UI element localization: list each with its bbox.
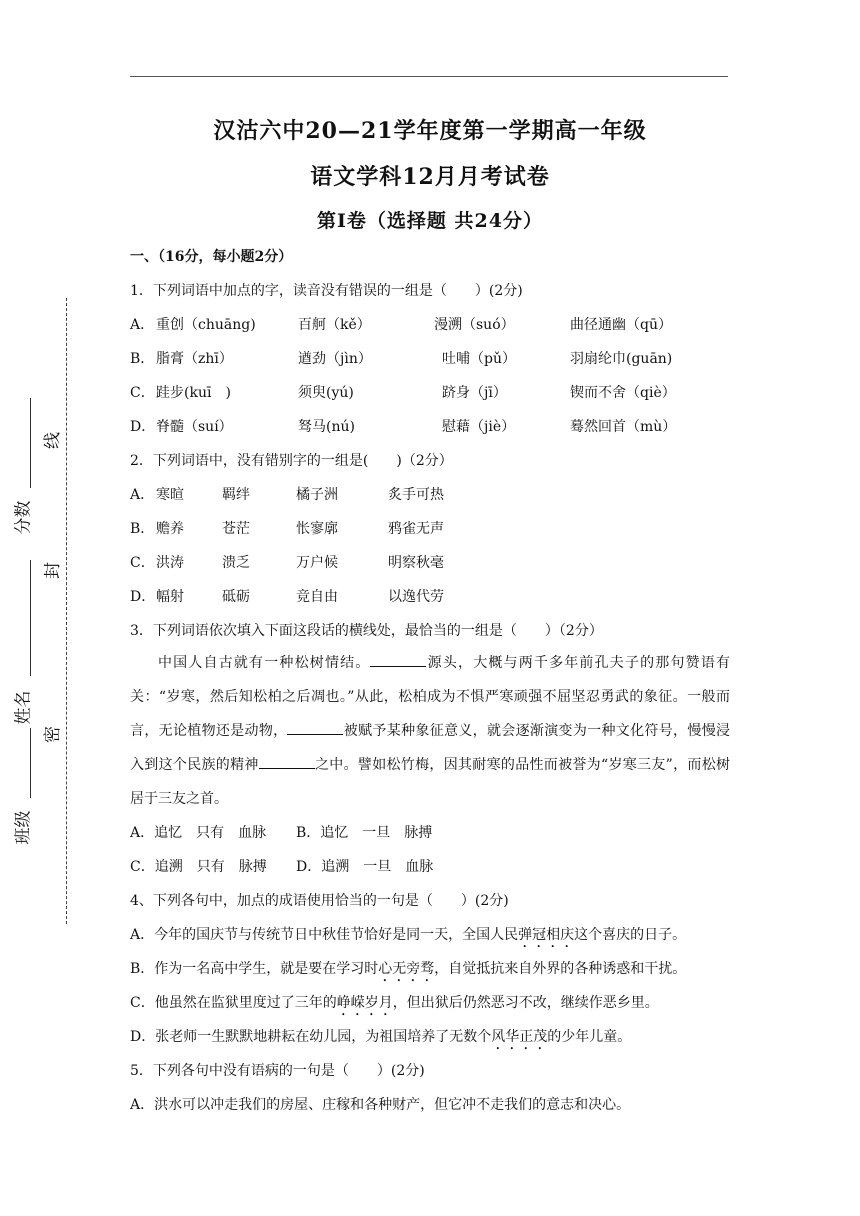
part1-heading: 一、（16分，每小题2分） <box>130 249 293 265</box>
option-item: 洪涛 <box>156 555 184 571</box>
seal-word-seal: 封 <box>43 562 63 579</box>
option-item: 竞自由 <box>296 589 338 605</box>
option-item: 驽马(nú) <box>298 419 355 435</box>
option-label: A． <box>130 317 155 333</box>
q3-passage <box>130 646 730 816</box>
fill-blank <box>287 720 343 735</box>
q4-option-b <box>130 958 686 985</box>
exam-subtitle: 语文学科12月月考试卷 <box>310 164 550 190</box>
option-item: 脊髓（suí） <box>156 419 233 435</box>
binding-dashed-line <box>66 298 67 924</box>
option-item: 百舸（kě） <box>298 317 371 333</box>
option-label: D． <box>130 419 156 435</box>
q5-option-a: A．洪水可以冲走我们的房屋、庄稼和各种财产，但它冲不走我们的意志和决心。 <box>130 1097 631 1113</box>
option-item: 寒暄 <box>156 487 184 503</box>
option-text: B．作为一名高中学生，就是要在学习时 <box>130 961 379 977</box>
passage-text: 中国人自古就有一种松树情结。 <box>158 655 371 671</box>
option-item: 慰藉（jiè） <box>442 419 516 435</box>
option-item: 吐哺（pǔ） <box>442 351 516 367</box>
dotted-idiom: 风华正茂 <box>491 1029 548 1045</box>
dotted-idiom: 弹冠相庆 <box>518 927 575 943</box>
option-text: 这个喜庆的日子。 <box>574 927 687 943</box>
option-item: 跬步(kuī ) <box>156 385 231 401</box>
option-item: 苍茫 <box>222 521 250 537</box>
option-label: B． <box>130 521 155 537</box>
q4-option-a <box>130 924 686 951</box>
passage-text: 源头，大概与两千多年前孔夫子的那句赞语有关：“岁寒，然后知松柏之后凋也。”从此，松柏成为不惧严寒顽强不屈坚忍勇武的象征。一般而言，无论植物还是动物， <box>130 655 731 739</box>
option-label: D． <box>130 589 156 605</box>
option-text: A．今年的国庆节与传统节日中秋佳节恰好是同一天，全国人民 <box>130 927 519 943</box>
option-item: 蓦然回首（mù） <box>570 419 677 435</box>
q3-option-d: D．追溯 一旦 血脉 <box>296 859 434 875</box>
passage-text: 被赋予某种象征意义，就会逐渐演变为一种文化符号，慢慢浸入到这个民族的精神 <box>130 723 731 773</box>
option-item: 砥砺 <box>222 589 250 605</box>
fill-blank <box>370 652 426 667</box>
fill-blank <box>259 754 315 769</box>
q5-stem: 5．下列各句中没有语病的一句是（ ）(2分) <box>130 1063 425 1079</box>
option-item: 明察秋毫 <box>388 555 444 571</box>
option-label: C． <box>130 385 155 401</box>
exam-title: 汉沽六中20—21学年度第一学期高一年级 <box>213 118 647 144</box>
q3-option-c: C．追溯 只有 脉搏 <box>130 859 267 875</box>
option-item: 跻身（jī） <box>442 385 507 401</box>
option-item: 幅射 <box>156 589 184 605</box>
option-item: 遒劲（jìn） <box>298 351 372 367</box>
name-fill-line <box>30 560 31 676</box>
header-rule <box>130 76 728 77</box>
option-item: 鸦雀无声 <box>388 521 444 537</box>
q3-stem: 3．下列词语依次填入下面这段话的横线处，最恰当的一组是（ ）（2分） <box>130 623 603 639</box>
option-item: 炙手可热 <box>388 487 444 503</box>
dotted-idiom: 心无旁骛 <box>378 961 435 977</box>
option-text: ，自觉抵抗来自外界的各种诱惑和干扰。 <box>434 961 687 977</box>
option-label: B． <box>130 351 155 367</box>
option-item: 锲而不舍（qiè） <box>570 385 676 401</box>
score-label: 分数 <box>13 500 34 535</box>
option-item: 溃乏 <box>222 555 250 571</box>
q3-option-b: B．追忆 一旦 脉搏 <box>296 825 433 841</box>
option-item: 怅寥廓 <box>296 521 338 537</box>
q3-option-a: A．追忆 只有 血脉 <box>130 825 267 841</box>
q2-stem: 2．下列词语中，没有错别字的一组是( )（2分） <box>130 453 453 469</box>
option-item: 羁绊 <box>222 487 250 503</box>
option-item: 万户候 <box>296 555 338 571</box>
option-item: 脂膏（zhī） <box>156 351 233 367</box>
option-label: C． <box>130 555 155 571</box>
option-label: A． <box>130 487 155 503</box>
option-item: 赡养 <box>156 521 184 537</box>
option-text: D．张老师一生默默地耕耘在幼儿园，为祖国培养了无数个 <box>130 1029 492 1045</box>
q4-option-d <box>130 1026 631 1053</box>
option-item: 橘子洲 <box>296 487 338 503</box>
option-item: 漫溯（suó） <box>434 317 515 333</box>
q4-stem: 4、下列各句中，加点的成语使用恰当的一句是（ ）(2分) <box>130 893 509 909</box>
seal-word-line: 线 <box>43 432 63 449</box>
section-title: 第Ⅰ卷（选择题 共24分） <box>317 210 543 232</box>
option-item: 曲径通幽（qū） <box>570 317 672 333</box>
option-text: ，但出狱后仍然恶习不改，继续作恶乡里。 <box>392 995 659 1011</box>
dotted-idiom: 峥嵘岁月 <box>336 995 393 1011</box>
option-item: 羽扇纶巾(guān) <box>570 351 673 367</box>
class-label: 班级 <box>13 810 34 845</box>
class-fill-line <box>30 728 31 798</box>
score-fill-line <box>30 398 31 488</box>
seal-word-secret: 密 <box>43 726 63 743</box>
option-text: C．他虽然在监狱里度过了三年的 <box>130 995 337 1011</box>
option-item: 重创（chuāng) <box>156 317 256 333</box>
q4-option-c <box>130 992 659 1019</box>
passage-text: 之中。譬如松竹梅，因其耐寒的品性而被誉为“岁寒三友”，而松树居于三友之首。 <box>130 757 730 807</box>
name-label: 姓名 <box>13 690 34 725</box>
option-text: 的少年儿童。 <box>547 1029 632 1045</box>
option-item: 须臾(yú) <box>298 385 354 401</box>
q1-stem: 1．下列词语中加点的字，读音没有错误的一组是（ ）(2分) <box>130 283 523 299</box>
option-item: 以逸代劳 <box>388 589 444 605</box>
